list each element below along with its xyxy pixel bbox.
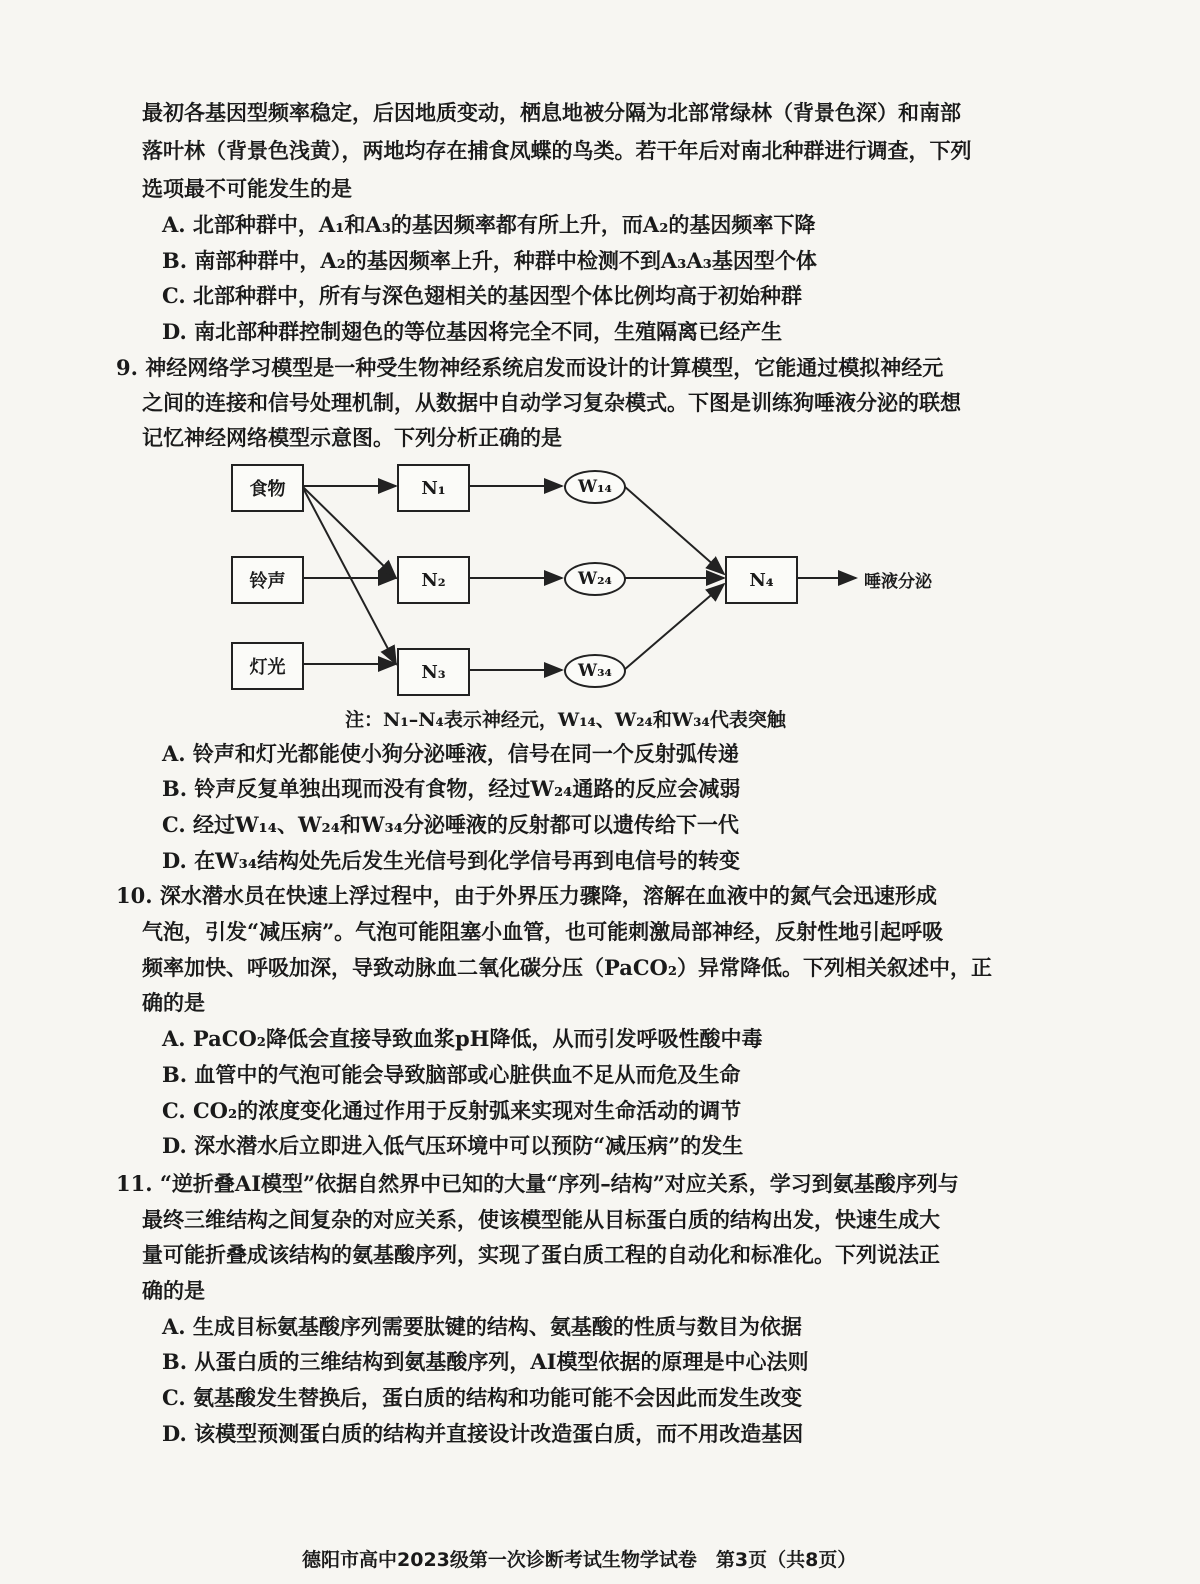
q8-line-3: 选项最不可能发生的是 — [142, 176, 352, 201]
q11-option-a: A. 生成目标氨基酸序列需要肽键的结构、氨基酸的性质与数目为依据 — [162, 1314, 802, 1339]
q8-line-2: 落叶林（背景色浅黄），两地均存在捕食凤蝶的鸟类。若干年后对南北种群进行调查，下列 — [142, 138, 972, 163]
page-footer: 德阳市高中2023级第一次诊断考试生物学试卷 第3页（共8页） — [302, 1549, 857, 1571]
synapse-w24-oval: W₂₄ — [564, 562, 626, 596]
synapse-w34-oval: W₃₄ — [564, 654, 626, 688]
q9-line-1: 9. 神经网络学习模型是一种受生物神经系统启发而设计的计算模型，它能通过模拟神经元 — [116, 355, 944, 380]
q9-option-d: D. 在W₃₄结构处先后发生光信号到化学信号再到电信号的转变 — [162, 848, 741, 873]
q11-option-c: C. 氨基酸发生替换后，蛋白质的结构和功能可能不会因此而发生改变 — [162, 1385, 802, 1410]
q11-line-1: 11. “逆折叠AI模型”依据自然界中已知的大量“序列–结构”对应关系，学习到氨基酸序列与 — [116, 1171, 959, 1196]
neuron-n1-box: N₁ — [397, 464, 470, 512]
q10-line-2: 气泡，引发“减压病”。气泡可能阻塞小血管，也可能刺激局部神经，反射性地引起呼吸 — [142, 919, 944, 944]
q9-line-2: 之间的连接和信号处理机制，从数据中自动学习复杂模式。下图是训练狗唾液分泌的联想 — [142, 390, 961, 415]
q8-option-c: C. 北部种群中，所有与深色翅相关的基因型个体比例均高于初始种群 — [162, 283, 802, 308]
input-bell-box: 铃声 — [231, 556, 304, 604]
q11-option-b: B. 从蛋白质的三维结构到氨基酸序列，AI模型依据的原理是中心法则 — [162, 1349, 809, 1374]
q8-line-1: 最初各基因型频率稳定，后因地质变动，栖息地被分隔为北部常绿林（背景色深）和南部 — [142, 100, 961, 125]
q10-option-d: D. 深水潜水后立即进入低气压环境中可以预防“减压病”的发生 — [162, 1133, 744, 1158]
q9-line-3: 记忆神经网络模型示意图。下列分析正确的是 — [142, 425, 562, 450]
q10-line-3: 频率加快、呼吸加深，导致动脉血二氧化碳分压（PaCO₂）异常降低。下列相关叙述中，正 — [142, 955, 993, 980]
q9-option-b: B. 铃声反复单独出现而没有食物，经过W₂₄通路的反应会减弱 — [162, 776, 741, 801]
q8-option-b: B. 南部种群中，A₂的基因频率上升，种群中检测不到A₃A₃基因型个体 — [162, 248, 817, 273]
q11-option-d: D. 该模型预测蛋白质的结构并直接设计改造蛋白质，而不用改造基因 — [162, 1421, 804, 1446]
q9-option-c: C. 经过W₁₄、W₂₄和W₃₄分泌唾液的反射都可以遗传给下一代 — [162, 812, 739, 837]
q11-line-2: 最终三维结构之间复杂的对应关系，使该模型能从目标蛋白质的结构出发，快速生成大 — [142, 1207, 940, 1232]
q10-option-a: A. PaCO₂降低会直接导致血浆pH降低，从而引发呼吸性酸中毒 — [162, 1026, 763, 1051]
neuron-n3-box: N₃ — [397, 648, 470, 696]
q8-option-a: A. 北部种群中，A₁和A₃的基因频率都有所上升，而A₂的基因频率下降 — [162, 212, 816, 237]
neuron-n2-box: N₂ — [397, 556, 470, 604]
q10-line-4: 确的是 — [142, 990, 205, 1015]
neural-network-diagram — [200, 450, 980, 720]
q10-line-1: 10. 深水潜水员在快速上浮过程中，由于外界压力骤降，溶解在血液中的氮气会迅速形成 — [116, 883, 937, 908]
synapse-w14-oval: W₁₄ — [564, 470, 626, 504]
q9-option-a: A. 铃声和灯光都能使小狗分泌唾液，信号在同一个反射弧传递 — [162, 741, 739, 766]
q10-option-c: C. CO₂的浓度变化通过作用于反射弧来实现对生命活动的调节 — [162, 1098, 742, 1123]
input-food-box: 食物 — [231, 464, 304, 512]
input-light-box: 灯光 — [231, 642, 304, 690]
q11-line-4: 确的是 — [142, 1278, 205, 1303]
q8-option-d: D. 南北部种群控制翅色的等位基因将完全不同，生殖隔离已经产生 — [162, 319, 783, 344]
output-saliva-label: 唾液分泌 — [864, 572, 932, 592]
diagram-note: 注：N₁–N₄表示神经元，W₁₄、W₂₄和W₃₄代表突触 — [345, 709, 786, 731]
q10-option-b: B. 血管中的气泡可能会导致脑部或心脏供血不足从而危及生命 — [162, 1062, 741, 1087]
neuron-n4-box: N₄ — [725, 556, 798, 604]
q11-line-3: 量可能折叠成该结构的氨基酸序列，实现了蛋白质工程的自动化和标准化。下列说法正 — [142, 1242, 940, 1267]
